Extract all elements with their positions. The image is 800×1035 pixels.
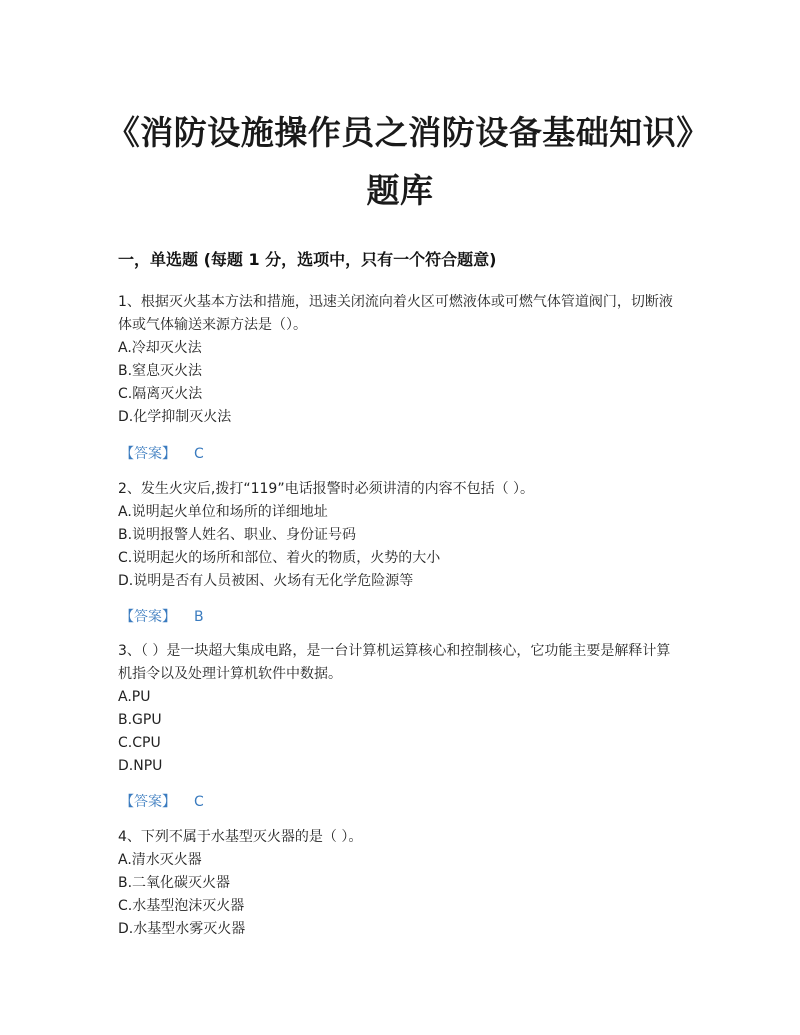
option-a: A.说明起火单位和场所的详细地址 (118, 504, 328, 520)
option-b: B.GPU (118, 712, 162, 728)
option-b: B.说明报警人姓名、职业、身份证号码 (118, 527, 357, 543)
answer-label: 【答案】 (120, 446, 176, 462)
answer-value: B (194, 609, 204, 625)
answer-3 (120, 791, 204, 811)
answer-label: 【答案】 (120, 794, 176, 810)
question-stem: 1、根据灭火基本方法和措施，迅速关闭流向着火区可燃液体或可燃气体管道阀门，切断液体或气体输送来源方法是（）。 (118, 294, 673, 333)
option-d: D.化学抑制灭火法 (118, 409, 232, 425)
option-b: B.二氧化碳灭火器 (118, 875, 231, 891)
option-a: A.清水灭火器 (118, 852, 202, 868)
answer-1 (120, 443, 204, 463)
option-c: C.水基型泡沫灭火器 (118, 898, 245, 914)
option-a: A.冷却灭火法 (118, 340, 202, 356)
answer-value: C (194, 446, 204, 462)
question-2 (118, 478, 683, 593)
document-title: 《消防设施操作员之消防设备基础知识》题库 (106, 113, 694, 210)
question-3 (118, 640, 683, 778)
answer-value: C (194, 794, 204, 810)
option-c: C.隔离灭火法 (118, 386, 203, 402)
option-d: D.说明是否有人员被困、火场有无化学危险源等 (118, 573, 414, 589)
option-a: A.PU (118, 689, 151, 705)
option-d: D.NPU (118, 758, 163, 774)
question-4 (118, 826, 683, 941)
question-stem: 3、（ ）是一块超大集成电路，是一台计算机运算核心和控制核心，它功能主要是解释计算机指令以及处理计算机软件中数据。 (118, 643, 671, 682)
question-stem: 4、下列不属于水基型灭火器的是（ ）。 (118, 829, 363, 845)
option-c: C.CPU (118, 735, 161, 751)
option-d: D.水基型水雾灭火器 (118, 921, 246, 937)
option-c: C.说明起火的场所和部位、着火的物质，火势的大小 (118, 550, 441, 566)
question-stem: 2、发生火灾后,拨打“119”电话报警时必须讲清的内容不包括（ ）。 (118, 481, 535, 497)
section-heading: 一，单选题 (每题 1 分，选项中，只有一个符合题意) (118, 250, 497, 269)
question-1 (118, 291, 683, 429)
answer-2 (120, 606, 204, 626)
answer-label: 【答案】 (120, 609, 176, 625)
option-b: B.窒息灭火法 (118, 363, 203, 379)
